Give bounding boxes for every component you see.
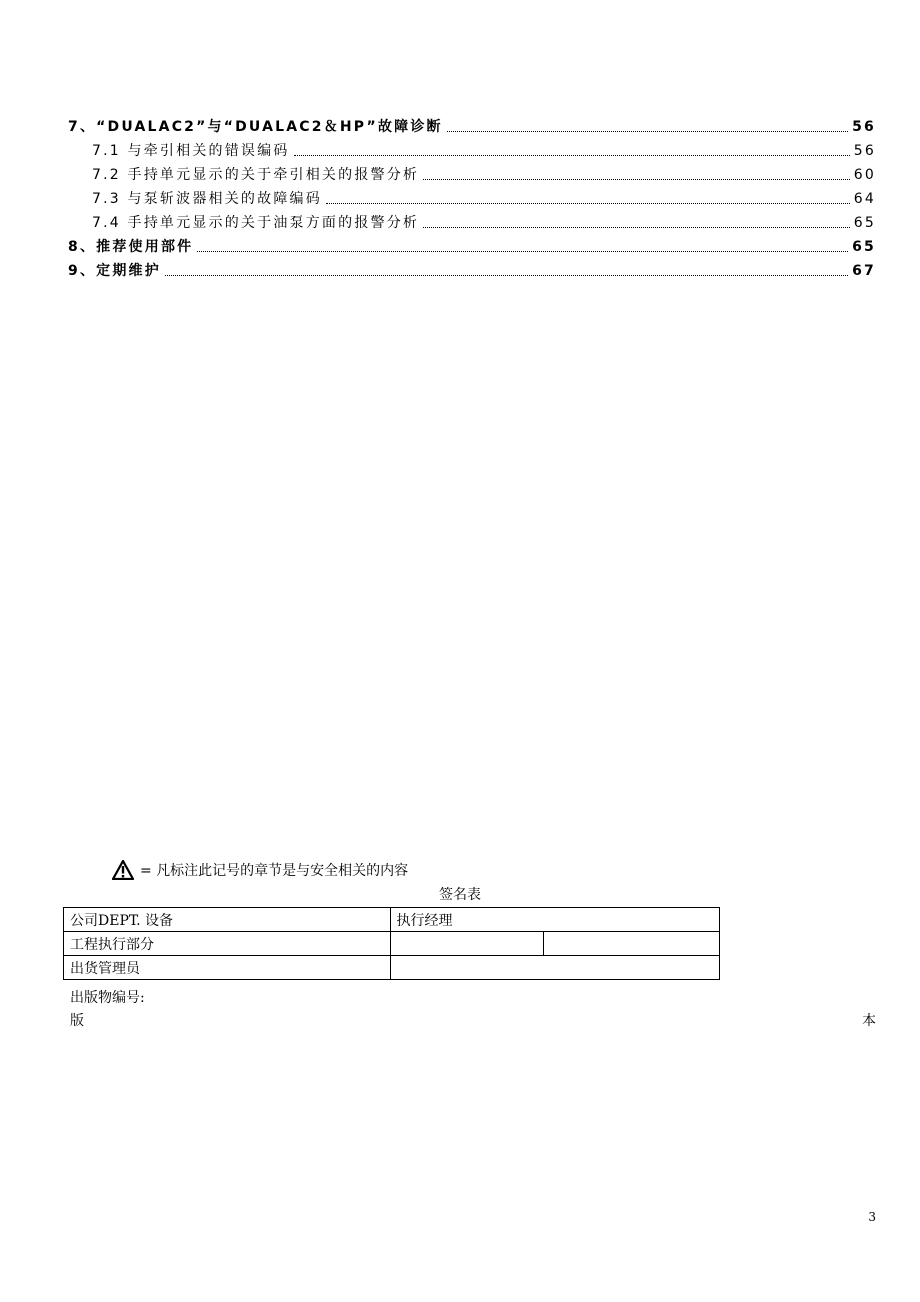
toc-entry-title: 7.4 手持单元显示的关于油泵方面的报警分析 bbox=[92, 215, 420, 231]
toc-entry-page: 65 bbox=[852, 239, 876, 255]
toc-entry-page: 67 bbox=[852, 263, 876, 279]
toc-leader bbox=[423, 178, 850, 180]
table-row bbox=[64, 908, 720, 932]
toc-entry-page: 56 bbox=[853, 143, 876, 159]
publication-number-label: 出版物编号: bbox=[70, 990, 145, 1006]
signature-table-title: 签名表 bbox=[439, 887, 481, 903]
toc-entry-title: 7、“DUALAC2”与“DUALAC2＆HP”故障诊断 bbox=[68, 119, 443, 135]
table-cell[interactable] bbox=[544, 932, 720, 956]
safety-note-text: = 凡标注此记号的章节是与安全相关的内容 bbox=[140, 863, 409, 879]
table-of-contents bbox=[68, 112, 876, 280]
toc-entry-title: 7.3 与泵斩波器相关的故障编码 bbox=[92, 191, 322, 207]
toc-entry-title: 9、定期维护 bbox=[68, 263, 161, 279]
table-cell: 出货管理员 bbox=[64, 956, 391, 980]
toc-entry[interactable] bbox=[68, 232, 876, 256]
toc-entry[interactable] bbox=[68, 160, 876, 184]
table-cell: 公司DEPT. 设备 bbox=[64, 908, 391, 932]
toc-entry-title: 8、推荐使用部件 bbox=[68, 239, 194, 255]
toc-entry[interactable] bbox=[68, 256, 876, 280]
toc-leader bbox=[197, 250, 848, 252]
version-label-right: 本 bbox=[862, 1013, 876, 1029]
toc-entry[interactable] bbox=[68, 112, 876, 136]
signature-table bbox=[63, 907, 720, 980]
toc-entry-page: 60 bbox=[853, 167, 876, 183]
table-cell: 工程执行部分 bbox=[64, 932, 391, 956]
toc-leader bbox=[326, 202, 850, 204]
table-cell[interactable] bbox=[390, 932, 544, 956]
table-cell[interactable]: 执行经理 bbox=[390, 908, 719, 932]
version-label-left: 版 bbox=[70, 1013, 84, 1029]
toc-entry-page: 65 bbox=[853, 215, 876, 231]
toc-entry[interactable] bbox=[68, 184, 876, 208]
toc-leader bbox=[165, 274, 848, 276]
toc-entry[interactable] bbox=[68, 136, 876, 160]
toc-leader bbox=[294, 154, 850, 156]
safety-note bbox=[112, 860, 408, 880]
toc-entry-title: 7.2 手持单元显示的关于牵引相关的报警分析 bbox=[92, 167, 420, 183]
toc-entry-title: 7.1 与牵引相关的错误编码 bbox=[92, 143, 290, 159]
page-number: 3 bbox=[868, 1210, 876, 1224]
toc-leader bbox=[447, 130, 848, 132]
toc-entry[interactable] bbox=[68, 208, 876, 232]
toc-entry-page: 56 bbox=[852, 119, 876, 135]
warning-triangle-icon bbox=[112, 860, 134, 880]
table-row bbox=[64, 956, 720, 980]
toc-leader bbox=[423, 226, 850, 228]
table-row bbox=[64, 932, 720, 956]
table-cell[interactable] bbox=[390, 956, 719, 980]
toc-entry-page: 64 bbox=[853, 191, 876, 207]
